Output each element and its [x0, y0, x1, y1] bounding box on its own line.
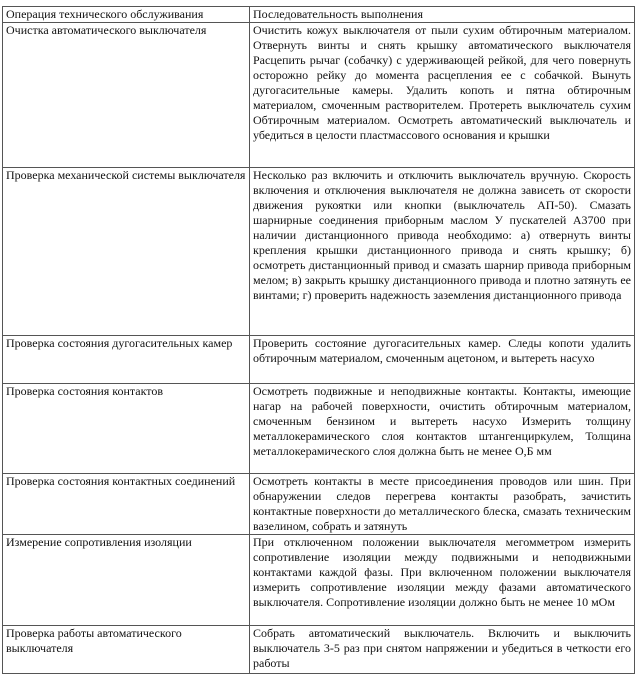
- operation-cell: Измерение сопротивления изоляции: [3, 535, 250, 626]
- header-operation: Операция технического обслуживания: [3, 7, 250, 23]
- sequence-cell: Проверить состояние дугогасительных камер. Следы копоти удалить обтирочным материалом, смоченным ацетоном, и вытереть насухо: [250, 336, 635, 384]
- table-row: [3, 474, 635, 535]
- table-row: [3, 23, 635, 168]
- table-row: [3, 168, 635, 336]
- table-row: [3, 384, 635, 474]
- table-row: [3, 535, 635, 626]
- operation-cell: Проверка состояния контактов: [3, 384, 250, 474]
- operation-cell: Проверка механической системы выключателя: [3, 168, 250, 336]
- sequence-cell: Несколько раз включить и отключить выключатель вручную. Скорость включения и отключения выключателя не должна зависеть от скорости движения рукоятки или кнопки (выключатель АП-50). Смазать шарнирные соединения приборным маслом У пускателей А3700 при наличии дистанционного привода необходимо: а) отвернуть винты крепления крышки дистанционного привода и снять крышку; б) осмотреть дистанционный привод и смазать шарнир привода приборным мелом; в) закрыть крышку дистанционного привода и плотно затянуть ее винтами; г) проверить надежность заземления дистанционного привода: [250, 168, 635, 336]
- sequence-cell: При отключенном положении выключателя мегомметром измерить сопротивление изоляции между подвижными и неподвижными контактами каждой фазы. При включенном положении выключателя измерить сопротивление изоляции между фазами автоматического выключателя. Сопротивление изоляции должно быть не менее 10 мОм: [250, 535, 635, 626]
- sequence-cell: Осмотреть контакты в месте присоединения проводов или шин. При обнаружении следов перегрева контакты разобрать, зачистить контактные поверхности до металлического блеска, смазать техническим вазелином, собрать и затянуть: [250, 474, 635, 535]
- sequence-cell: Собрать автоматический выключатель. Включить и выключить выключатель 3-5 раз при снятом напряжении и убедиться в четкости его работы: [250, 626, 635, 674]
- header-sequence: Последовательность выполнения: [250, 7, 635, 23]
- operation-cell: Проверка работы автоматического выключателя: [3, 626, 250, 674]
- maintenance-table: [2, 6, 635, 674]
- operation-cell: Проверка состояния дугогасительных камер: [3, 336, 250, 384]
- table-row: [3, 336, 635, 384]
- sequence-cell: Очистить кожух выключателя от пыли сухим обтирочным материалом. Отвернуть винты и снять крышку автоматического выключателя Расцепить рычаг (собачку) с удерживающей рейкой, для чего повернуть осторожно рейку до момента расцепления ее с собачкой. Вынуть дугогасительные камеры. Удалить копоть и пятна обтирочным материалом, смоченным растворителем. Протереть выключатель сухим Обтирочным материалом. Осмотреть автоматический выключатель и убедиться в целости пластмассового основания и крышки: [250, 23, 635, 168]
- table-row: [3, 626, 635, 674]
- sequence-cell: Осмотреть подвижные и неподвижные контакты. Контакты, имеющие нагар на рабочей поверхности, очистить обтирочным материалом, смоченным бензином и вытереть насухо Измерить толщину металлокерамического слоя контактов штангенциркулем, Толщина металлокерамического слоя должна быть не менее О,Б мм: [250, 384, 635, 474]
- table-header-row: [3, 7, 635, 23]
- operation-cell: Очистка автоматического выключателя: [3, 23, 250, 168]
- operation-cell: Проверка состояния контактных соединений: [3, 474, 250, 535]
